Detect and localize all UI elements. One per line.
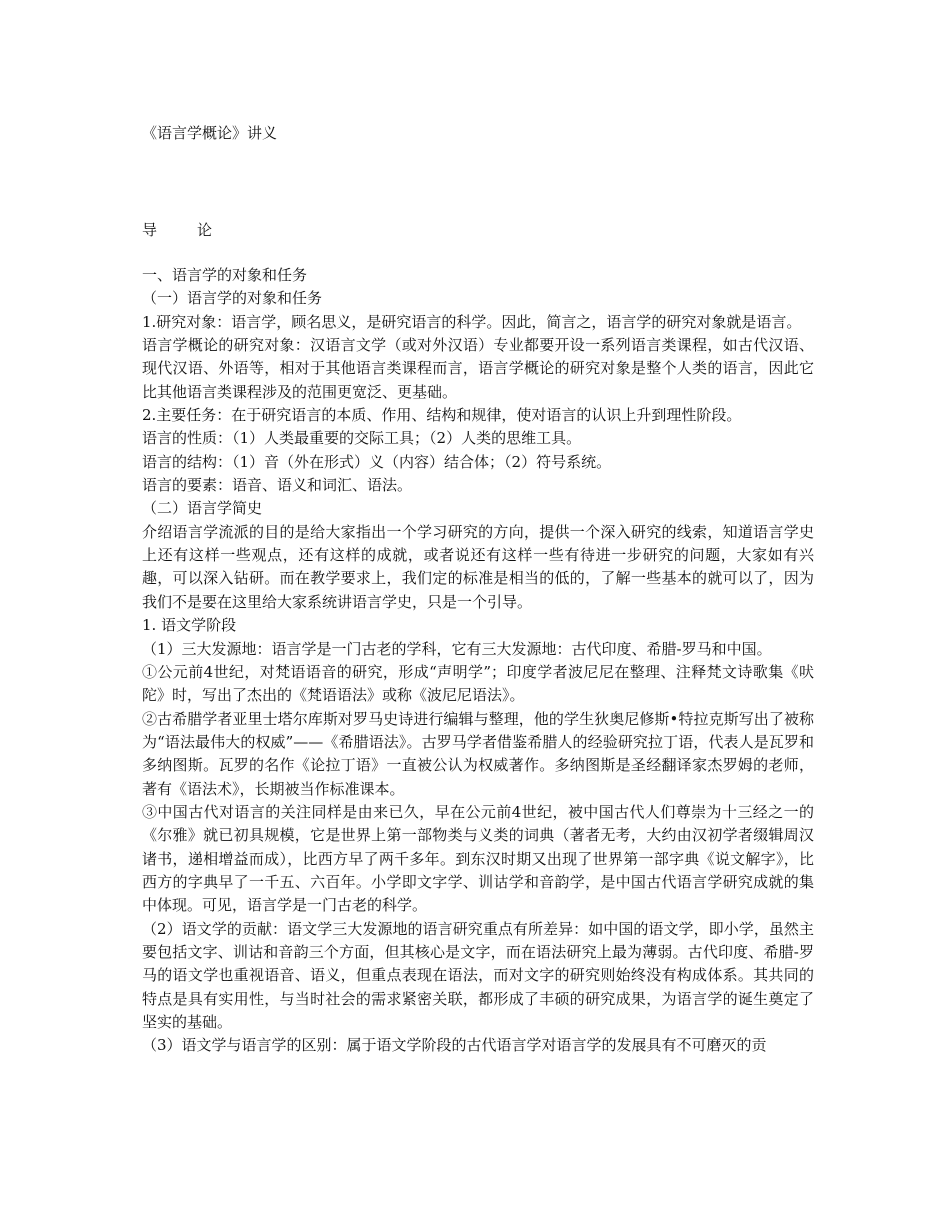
section-heading-char-2: 论 xyxy=(197,221,213,239)
paragraph-course-object: 语言学概论的研究对象：汉语言文学（或对外汉语）专业都要开设一系列语言类课程，如古代汉语、现代汉语、外语等，相对于其他语言类课程而言，语言学概论的研究对象是整个人类的语言，因此它比其他语言类课程涉及的范围更宽泛、更基础。 xyxy=(142,336,814,401)
paragraph-philology-contribution: （2）语文学的贡献：语文学三大发源地的语言研究重点有所差异：如中国的语文学，即小学，虽然主要包括文字、训诂和音韵三个方面，但其核心是文字，而在语法研究上最为薄弱。古代印度、希腊-罗马的语文学也重视语音、语义，但重点表现在语法，而对文字的研究则始终没有构成体系。其共同的特点是具有实用性，与当时社会的需求紧密关联，都形成了丰硕的研究成果，为语言学的诞生奠定了坚实的基础。 xyxy=(142,919,814,1031)
paragraph-main-tasks: 2.主要任务：在于研究语言的本质、作用、结构和规律，使对语言的认识上升到理性阶段。 xyxy=(142,406,742,425)
paragraph-history-intro: 介绍语言学流派的目的是给大家指出一个学习研究的方向，提供一个深入研究的线索，知道语言学史上还有这样一些观点，还有这样的成就，或者说还有这样一些有待进一步研究的问题，大家如有兴趣，可以深入钻研。而在教学要求上，我们定的标准是相当的低的，了解一些基本的就可以了，因为我们不是要在这里给大家系统讲语言学史，只是一个引导。 xyxy=(142,522,814,611)
subheading-brief-history: （二）语言学简史 xyxy=(142,499,263,518)
paragraph-language-elements: 语言的要素：语音、语义和词汇、语法。 xyxy=(142,476,413,495)
heading-philology-stage: 1. 语文学阶段 xyxy=(142,616,237,635)
body-text xyxy=(142,264,814,1058)
paragraph-india: ①公元前4世纪，对梵语语音的研究，形成“声明学”；印度学者波尼尼在整理、注释梵文诗歌集《吠陀》时，写出了杰出的《梵语语法》或称《波尼尼语法》。 xyxy=(142,662,814,705)
section-heading-char-1: 导 xyxy=(142,221,158,239)
paragraph-greece-rome: ②古希腊学者亚里士塔尔库斯对罗马史诗进行编辑与整理，他的学生狄奥尼修斯•特拉克斯写出了被称为“语法最伟大的权威”——《希腊语法》。古罗马学者借鉴希腊人的经验研究拉丁语，代表人是瓦罗和多纳图斯。瓦罗的名作《论拉丁语》一直被公认为权威著作。多纳图斯是圣经翻译家杰罗姆的老师，著有《语法术》，长期被当作标准课本。 xyxy=(142,709,814,798)
paragraph-china: ③中国古代对语言的关注同样是由来已久，早在公元前4世纪，被中国古代人们尊崇为十三经之一的《尔雅》就已初具规模，它是世界上第一部物类与义类的词典（著者无考，大约由汉初学者缀辑周汉诸书，递相增益而成），比西方早了两千多年。到东汉时期又出现了世界第一部字典《说文解字》，比西方的字典早了一千五、六百年。小学即文字学、训诂学和音韵学，是中国古代语言学研究成就的集中体现。可见，语言学是一门古老的科学。 xyxy=(142,802,814,915)
subheading-objects-and-tasks: （一）语言学的对象和任务 xyxy=(142,289,323,308)
paragraph-philology-vs-linguistics: （3）语文学与语言学的区别：属于语文学阶段的古代语言学对语言学的发展具有不可磨灭的贡 xyxy=(142,1036,767,1055)
document-title: 《语言学概论》讲义 xyxy=(142,124,278,142)
section-heading xyxy=(142,218,212,242)
paragraph-three-origins: （1）三大发源地：语言学是一门古老的学科，它有三大发源地：古代印度、希腊-罗马和中国。 xyxy=(142,639,772,658)
paragraph-language-nature: 语言的性质：（1）人类最重要的交际工具；（2）人类的思维工具。 xyxy=(142,429,582,448)
paragraph-language-structure: 语言的结构：（1）音（外在形式）义（内容）结合体；（2）符号系统。 xyxy=(142,452,612,471)
paragraph-research-object: 1.研究对象：语言学，顾名思义，是研究语言的科学。因此，简言之，语言学的研究对象就是语言。 xyxy=(142,312,802,331)
heading-objects-and-tasks: 一、语言学的对象和任务 xyxy=(142,266,308,284)
